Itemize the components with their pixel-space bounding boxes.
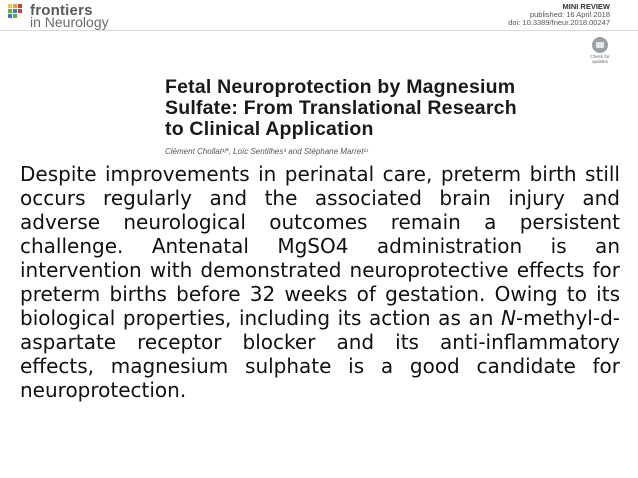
frontiers-logo-icon	[8, 4, 22, 18]
published-date: published: 16 April 2018	[529, 10, 610, 19]
check-for-updates-badge[interactable]	[586, 37, 614, 65]
journal-name-line2: in Neurology	[30, 14, 109, 30]
check-updates-label: Check for updates	[590, 54, 610, 64]
title-line: to Clinical Application	[165, 118, 374, 140]
article-type: MINI REVIEW	[562, 2, 610, 11]
article-meta	[508, 3, 610, 27]
abstract-text-part: Despite improvements in perinatal care, preterm birth still occurs regularly and the associated brain injury and adverse neurological outcomes remain a persistent challenge. Antenatal MgSO4 administration is an intervention with demonstrated neuroprotective effects for preterm births before 32 weeks of gestation. Owing to its biological properties, including its action as an	[20, 162, 620, 330]
journal-name-line1: frontiers	[30, 2, 93, 19]
check-updates-icon	[592, 37, 608, 53]
abstract-text	[20, 162, 620, 402]
header-divider	[0, 30, 638, 31]
abstract-italic: N	[500, 306, 516, 330]
article-title	[165, 77, 625, 140]
abstract-text-part: -methyl-d-aspartate receptor blocker and its anti-inflammatory effects, magnesium sulphate is a good candidate for neuroprotection.	[20, 306, 620, 402]
title-line: Fetal Neuroprotection by Magnesium	[165, 76, 516, 98]
journal-logo	[8, 2, 148, 32]
doi: doi: 10.3389/fneur.2018.00247	[508, 18, 610, 27]
title-line: Sulfate: From Translational Research	[165, 97, 517, 119]
article-authors: Clément Chollat¹ʲ*, Loïc Sentilhes³ and Stéphane Marret¹ʴ	[165, 147, 368, 156]
